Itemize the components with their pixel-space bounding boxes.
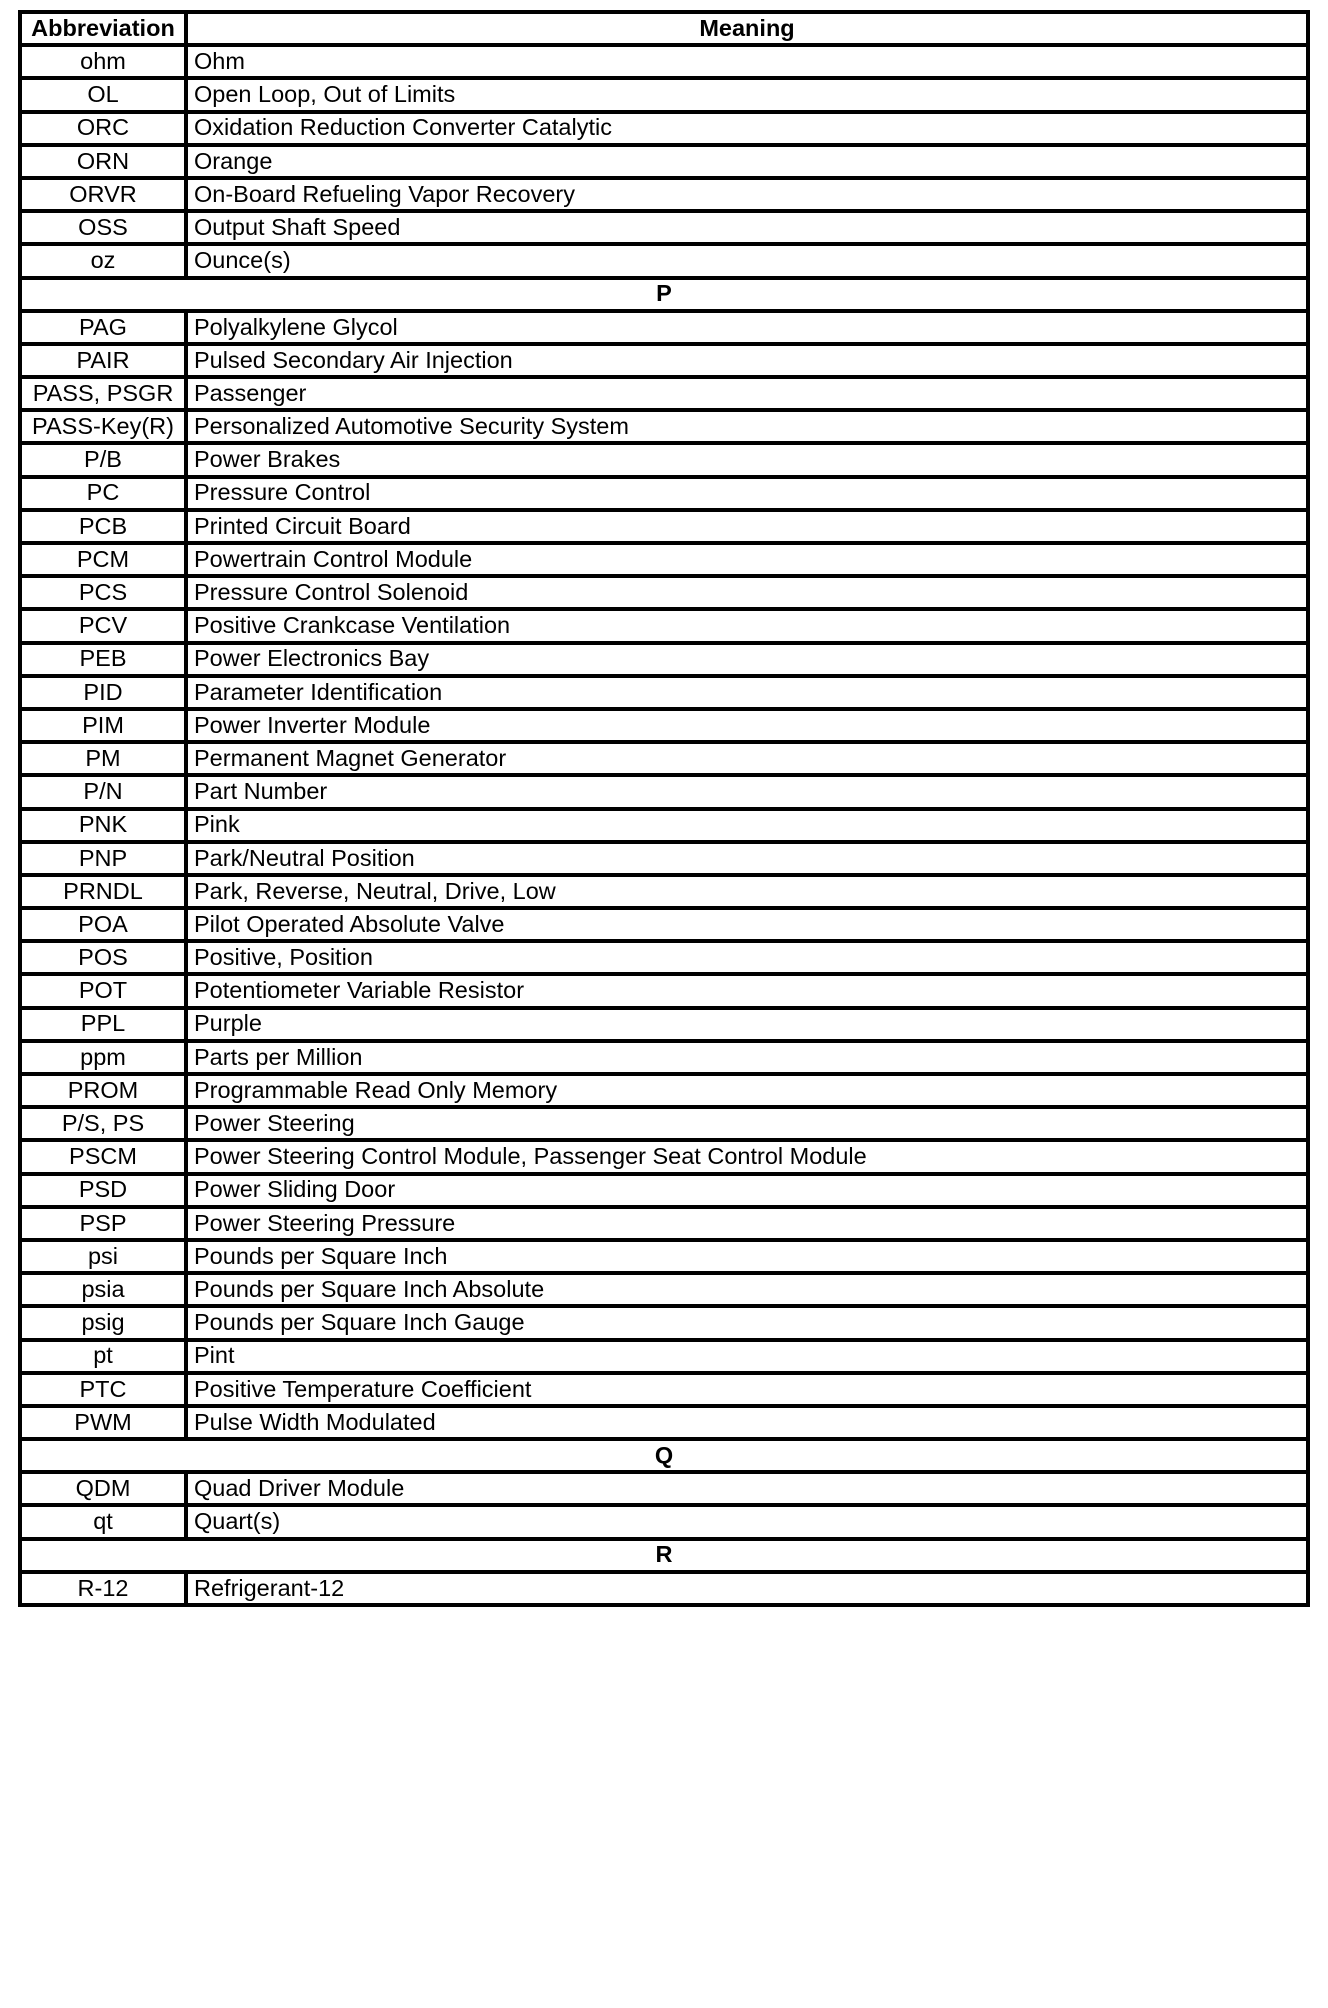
abbreviation-cell: P/S, PS bbox=[20, 1107, 186, 1140]
abbreviation-cell: PCV bbox=[20, 609, 186, 642]
table-row bbox=[20, 45, 1308, 78]
meaning-cell: Refrigerant-12 bbox=[186, 1572, 1308, 1605]
meaning-cell: Pulsed Secondary Air Injection bbox=[186, 344, 1308, 377]
meaning-cell: Output Shaft Speed bbox=[186, 211, 1308, 244]
table-row bbox=[20, 576, 1308, 609]
abbreviation-cell: ORVR bbox=[20, 178, 186, 211]
meaning-cell: Programmable Read Only Memory bbox=[186, 1074, 1308, 1107]
header-row bbox=[20, 12, 1308, 45]
meaning-cell: Pounds per Square Inch Gauge bbox=[186, 1306, 1308, 1339]
table-row bbox=[20, 1472, 1308, 1505]
table-row bbox=[20, 1340, 1308, 1373]
meaning-cell: Pint bbox=[186, 1340, 1308, 1373]
table-row bbox=[20, 211, 1308, 244]
section-header-row bbox=[20, 278, 1308, 311]
meaning-cell: On-Board Refueling Vapor Recovery bbox=[186, 178, 1308, 211]
meaning-cell: Quad Driver Module bbox=[186, 1472, 1308, 1505]
table-row bbox=[20, 244, 1308, 277]
meaning-cell: Purple bbox=[186, 1008, 1308, 1041]
abbreviation-cell: PIM bbox=[20, 709, 186, 742]
table-row bbox=[20, 1306, 1308, 1339]
abbreviation-cell: P/B bbox=[20, 443, 186, 476]
abbreviation-cell: QDM bbox=[20, 1472, 186, 1505]
abbreviation-column-header: Abbreviation bbox=[20, 12, 186, 45]
table-row bbox=[20, 443, 1308, 476]
table-row bbox=[20, 1505, 1308, 1538]
abbreviation-cell: ORN bbox=[20, 145, 186, 178]
meaning-cell: Pressure Control bbox=[186, 477, 1308, 510]
meaning-cell: Power Brakes bbox=[186, 443, 1308, 476]
meaning-cell: Permanent Magnet Generator bbox=[186, 742, 1308, 775]
section-letter: R bbox=[20, 1539, 1308, 1572]
table-row bbox=[20, 1107, 1308, 1140]
abbreviation-cell: PCS bbox=[20, 576, 186, 609]
table-row bbox=[20, 1140, 1308, 1173]
abbreviation-cell: qt bbox=[20, 1505, 186, 1538]
meaning-column-header: Meaning bbox=[186, 12, 1308, 45]
table-row bbox=[20, 410, 1308, 443]
abbreviation-cell: psig bbox=[20, 1306, 186, 1339]
table-row bbox=[20, 742, 1308, 775]
table-row bbox=[20, 643, 1308, 676]
table-row bbox=[20, 1008, 1308, 1041]
table-row bbox=[20, 1207, 1308, 1240]
abbreviation-cell: PNP bbox=[20, 842, 186, 875]
abbreviation-cell: PM bbox=[20, 742, 186, 775]
abbreviation-cell: PAG bbox=[20, 311, 186, 344]
table-row bbox=[20, 477, 1308, 510]
abbreviation-cell: PSCM bbox=[20, 1140, 186, 1173]
meaning-cell: Potentiometer Variable Resistor bbox=[186, 974, 1308, 1007]
meaning-cell: Powertrain Control Module bbox=[186, 543, 1308, 576]
table-row bbox=[20, 112, 1308, 145]
meaning-cell: Pink bbox=[186, 809, 1308, 842]
abbreviation-cell: PC bbox=[20, 477, 186, 510]
meaning-cell: Ohm bbox=[186, 45, 1308, 78]
meaning-cell: Power Steering bbox=[186, 1107, 1308, 1140]
abbreviation-cell: PCM bbox=[20, 543, 186, 576]
meaning-cell: Polyalkylene Glycol bbox=[186, 311, 1308, 344]
meaning-cell: Park/Neutral Position bbox=[186, 842, 1308, 875]
abbreviation-cell: PTC bbox=[20, 1373, 186, 1406]
meaning-cell: Power Inverter Module bbox=[186, 709, 1308, 742]
abbreviation-cell: PCB bbox=[20, 510, 186, 543]
abbreviation-cell: PRNDL bbox=[20, 875, 186, 908]
abbreviation-cell: PSD bbox=[20, 1174, 186, 1207]
abbreviation-cell: psi bbox=[20, 1240, 186, 1273]
abbreviation-cell: PASS-Key(R) bbox=[20, 410, 186, 443]
table-row bbox=[20, 78, 1308, 111]
table-row bbox=[20, 311, 1308, 344]
section-header-row bbox=[20, 1439, 1308, 1472]
abbreviation-cell: PROM bbox=[20, 1074, 186, 1107]
abbreviation-cell: OL bbox=[20, 78, 186, 111]
meaning-cell: Positive Crankcase Ventilation bbox=[186, 609, 1308, 642]
abbreviation-cell: PNK bbox=[20, 809, 186, 842]
meaning-cell: Pilot Operated Absolute Valve bbox=[186, 908, 1308, 941]
table-row bbox=[20, 1572, 1308, 1605]
table-row bbox=[20, 543, 1308, 576]
table-row bbox=[20, 809, 1308, 842]
table-body bbox=[20, 45, 1308, 1605]
meaning-cell: Parts per Million bbox=[186, 1041, 1308, 1074]
meaning-cell: Park, Reverse, Neutral, Drive, Low bbox=[186, 875, 1308, 908]
abbreviation-cell: PAIR bbox=[20, 344, 186, 377]
table-row bbox=[20, 676, 1308, 709]
table-row bbox=[20, 842, 1308, 875]
abbreviation-table bbox=[18, 10, 1310, 1607]
abbreviation-cell: ppm bbox=[20, 1041, 186, 1074]
abbreviation-cell: PSP bbox=[20, 1207, 186, 1240]
abbreviation-cell: ORC bbox=[20, 112, 186, 145]
abbreviation-cell: POA bbox=[20, 908, 186, 941]
meaning-cell: Power Sliding Door bbox=[186, 1174, 1308, 1207]
table-row bbox=[20, 344, 1308, 377]
meaning-cell: Orange bbox=[186, 145, 1308, 178]
section-letter: P bbox=[20, 278, 1308, 311]
meaning-cell: Ounce(s) bbox=[186, 244, 1308, 277]
abbreviation-cell: PID bbox=[20, 676, 186, 709]
table-row bbox=[20, 1074, 1308, 1107]
meaning-cell: Pounds per Square Inch bbox=[186, 1240, 1308, 1273]
meaning-cell: Printed Circuit Board bbox=[186, 510, 1308, 543]
table-row bbox=[20, 875, 1308, 908]
abbreviation-cell: PPL bbox=[20, 1008, 186, 1041]
table-row bbox=[20, 609, 1308, 642]
table-row bbox=[20, 1273, 1308, 1306]
section-header-row bbox=[20, 1539, 1308, 1572]
meaning-cell: Power Steering Control Module, Passenger Seat Control Module bbox=[186, 1140, 1308, 1173]
abbreviation-cell: PASS, PSGR bbox=[20, 377, 186, 410]
abbreviation-cell: OSS bbox=[20, 211, 186, 244]
table-row bbox=[20, 1041, 1308, 1074]
abbreviation-cell: PWM bbox=[20, 1406, 186, 1439]
table-row bbox=[20, 178, 1308, 211]
meaning-cell: Power Electronics Bay bbox=[186, 643, 1308, 676]
meaning-cell: Oxidation Reduction Converter Catalytic bbox=[186, 112, 1308, 145]
meaning-cell: Pulse Width Modulated bbox=[186, 1406, 1308, 1439]
table-row bbox=[20, 709, 1308, 742]
table-row bbox=[20, 377, 1308, 410]
table-row bbox=[20, 1240, 1308, 1273]
table-row bbox=[20, 775, 1308, 808]
meaning-cell: Pressure Control Solenoid bbox=[186, 576, 1308, 609]
table-row bbox=[20, 1406, 1308, 1439]
table-row bbox=[20, 908, 1308, 941]
table-row bbox=[20, 941, 1308, 974]
meaning-cell: Personalized Automotive Security System bbox=[186, 410, 1308, 443]
meaning-cell: Part Number bbox=[186, 775, 1308, 808]
section-letter: Q bbox=[20, 1439, 1308, 1472]
abbreviation-cell: pt bbox=[20, 1340, 186, 1373]
meaning-cell: Open Loop, Out of Limits bbox=[186, 78, 1308, 111]
abbreviation-cell: P/N bbox=[20, 775, 186, 808]
table-row bbox=[20, 145, 1308, 178]
abbreviation-cell: PEB bbox=[20, 643, 186, 676]
table-row bbox=[20, 974, 1308, 1007]
meaning-cell: Power Steering Pressure bbox=[186, 1207, 1308, 1240]
abbreviation-cell: psia bbox=[20, 1273, 186, 1306]
meaning-cell: Positive, Position bbox=[186, 941, 1308, 974]
abbreviation-cell: POS bbox=[20, 941, 186, 974]
abbreviation-cell: ohm bbox=[20, 45, 186, 78]
table-row bbox=[20, 1373, 1308, 1406]
meaning-cell: Parameter Identification bbox=[186, 676, 1308, 709]
meaning-cell: Pounds per Square Inch Absolute bbox=[186, 1273, 1308, 1306]
meaning-cell: Quart(s) bbox=[186, 1505, 1308, 1538]
meaning-cell: Positive Temperature Coefficient bbox=[186, 1373, 1308, 1406]
abbreviation-cell: oz bbox=[20, 244, 186, 277]
abbreviation-cell: POT bbox=[20, 974, 186, 1007]
abbreviation-cell: R-12 bbox=[20, 1572, 186, 1605]
table-row bbox=[20, 1174, 1308, 1207]
meaning-cell: Passenger bbox=[186, 377, 1308, 410]
table-row bbox=[20, 510, 1308, 543]
